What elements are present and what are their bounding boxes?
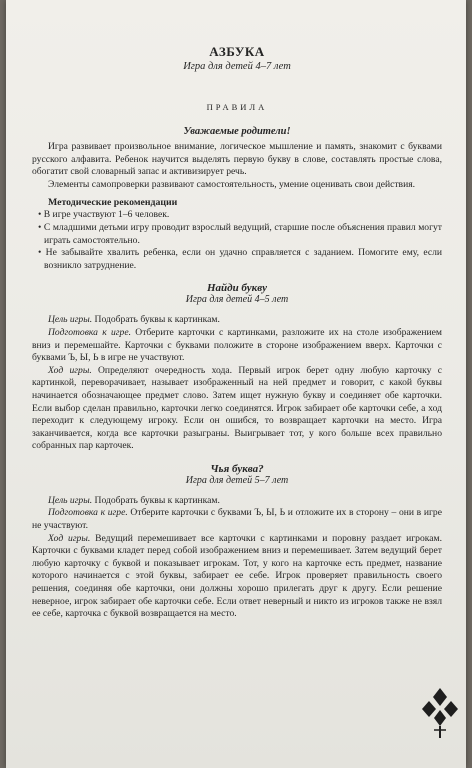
game1-goal bbox=[32, 314, 442, 327]
page-title: АЗБУКА bbox=[209, 44, 265, 59]
page-subtitle: Игра для детей 4–7 лет bbox=[183, 61, 291, 72]
game1-subtitle: Игра для детей 4–5 лет bbox=[185, 294, 289, 306]
parents-salutation: Уважаемые родители! bbox=[183, 126, 291, 137]
rules-heading: ПРАВИЛА bbox=[206, 102, 268, 112]
game2-goal bbox=[32, 495, 442, 508]
game2-move-label: Ход игры. bbox=[48, 532, 91, 544]
game2-subtitle: Игра для детей 5–7 лет bbox=[185, 474, 289, 486]
game2-goal-text: Подобрать буквы к картинкам. bbox=[92, 494, 220, 506]
methods-item: • С младшими детьми игру проводит взрослый ведущий, старшие после объяснения правил могут играть самостоятельно. bbox=[38, 221, 442, 246]
publisher-logo-icon bbox=[420, 686, 460, 740]
methods-heading: Методические рекомендации bbox=[48, 197, 178, 209]
game1-prep-label: Подготовка к игре. bbox=[48, 326, 131, 338]
game1-move-label: Ход игры. bbox=[48, 364, 92, 376]
game1-move-text: Определяют очередность хода. Первый игрок берет одну любую карточку с картинкой, переворачивает, называет изображенный на ней предмет и говорит, с какой буквы начинается обозначающее предмет слово. Затем ищет нужную букву и соединяет обе карточки. Если выбор сделан правильно, карточки легко соединятся. Игрок забирает обе карточки себе, а ход переходит к следующему игроку. Если он ошибся, то возвращает карточки на место. Игра заканчивается, когда все карточки разыграны. Выигрывает тот, у кого больше всех правильно собранных пар карточек. bbox=[32, 364, 442, 452]
game1-title: Найди букву bbox=[206, 282, 268, 295]
game1-move bbox=[32, 365, 442, 453]
game2-title: Чья буква? bbox=[210, 462, 264, 475]
game2-prep-label: Подготовка к игре. bbox=[48, 507, 128, 519]
game2-move-text: Ведущий перемешивает все карточки с картинками и поровну раздает игрокам. Карточки с буквами кладет перед собой изображением вниз и перемешивает. Затем ведущий берет любую карточку с буквой и показывает игрокам. Тот, у кого на карточке есть предмет, название которого начинается с этой буквы, забирает ее себе. Игрок проверяет правильность своего решения, соединяя обе карточки, они должны хорошо прилегать друг к другу. Если решение неверное, игрок забирает обе карточки себе. Если ответ неверный и никто из игроков также не взял ее себе, карточка с буквой возвращается на место. bbox=[32, 532, 442, 620]
page-content bbox=[32, 44, 442, 621]
game2-prep bbox=[32, 507, 442, 532]
game2-prep-text: Отберите карточки с буквами Ъ, Ы, Ь и отложите их в сторону – они в игре не участвуют. bbox=[32, 507, 442, 532]
intro-paragraph-1: Игра развивает произвольное внимание, логическое мышление и память, знакомит с буквами русского алфавита. Ребенок научится выделять первую букву в слове, составлять простые слова, обогатит свой словарный запас и активизирует речь. bbox=[32, 141, 442, 178]
methods-item: • В игре участвуют 1–6 человек. bbox=[38, 209, 170, 221]
document-page bbox=[6, 0, 466, 768]
game1-prep bbox=[32, 327, 442, 365]
game1-prep-text: Отберите карточки с картинками, разложите их на столе изображением вниз и перемешайте. Карточки с буквами положите в стороне изображением вверх. Карточки с буквами Ъ, Ы, Ь в игре не участвуют. bbox=[32, 326, 442, 364]
intro-paragraph-2: Элементы самопроверки развивают самостоятельность, умение оценивать свои действия. bbox=[48, 178, 416, 190]
game2-move bbox=[32, 533, 442, 621]
game1-goal-label: Цель игры. bbox=[48, 314, 93, 326]
methods-item: • Не забывайте хвалить ребенка, если он удачно справляется с заданием. Помогите ему, если возникло затруднение. bbox=[38, 247, 442, 271]
game1-goal-text: Подобрать буквы к картинкам. bbox=[92, 314, 220, 326]
game2-goal-label: Цель игры. bbox=[48, 494, 93, 506]
